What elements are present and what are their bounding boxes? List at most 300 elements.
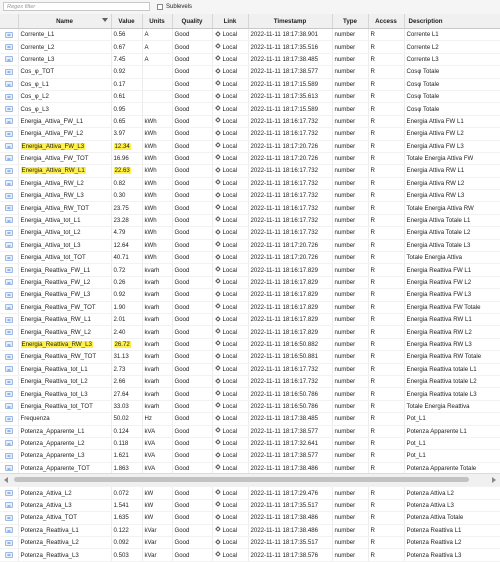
more-options-icon[interactable]: [5, 440, 13, 446]
description-text: Potenza Attiva L3: [406, 502, 454, 510]
name-text: Energia_Reattiva_tot_L1: [20, 365, 88, 373]
table-row[interactable]: [0, 264, 500, 276]
cell-link: [212, 487, 248, 499]
name-text: Potenza_Attiva_L2: [20, 489, 72, 497]
table-row[interactable]: [0, 289, 500, 301]
cell-description: [404, 313, 500, 325]
link-text: Local: [222, 142, 238, 150]
tag-icon: [215, 155, 221, 161]
more-options-icon[interactable]: [5, 242, 13, 248]
more-options-icon[interactable]: [5, 69, 13, 75]
timestamp-text: 2022-11-11 18:16:50.882: [250, 340, 319, 348]
name-text: Corrente_L1: [20, 31, 55, 39]
cell-access: [368, 264, 404, 276]
cell-description: [404, 289, 500, 301]
cell-quality: [172, 388, 212, 400]
value-text: 2.73: [113, 365, 126, 373]
table-row[interactable]: [0, 165, 500, 177]
value-text: 22.63: [114, 167, 130, 175]
description-text: Cosφ Totale: [406, 105, 440, 113]
quality-text: Good: [174, 167, 190, 175]
more-options-icon[interactable]: [5, 180, 13, 186]
table-row[interactable]: [0, 499, 500, 511]
more-options-icon[interactable]: [5, 255, 13, 261]
cell-type: [332, 450, 368, 462]
quality-text: Good: [174, 316, 190, 324]
table-row[interactable]: [0, 351, 500, 363]
quality-text: Good: [174, 192, 190, 200]
quality-text: Good: [174, 539, 190, 547]
access-text: R: [370, 526, 375, 534]
cell-timestamp: [248, 90, 332, 102]
units-text: kWh: [144, 142, 157, 150]
cell-access: [368, 289, 404, 301]
table-row[interactable]: [0, 537, 500, 549]
description-text: Pot_L1: [406, 415, 426, 423]
table-row[interactable]: [0, 252, 500, 264]
timestamp-text: 2022-11-11 18:17:38.485: [250, 415, 319, 423]
more-options-icon[interactable]: [5, 329, 13, 335]
more-options-icon[interactable]: [5, 391, 13, 397]
more-options-icon[interactable]: [5, 502, 13, 508]
more-options-icon[interactable]: [5, 341, 13, 347]
more-options-icon[interactable]: [5, 94, 13, 100]
regex-filter-box[interactable]: [3, 2, 150, 11]
tag-icon: [215, 43, 221, 49]
more-options-icon[interactable]: [5, 292, 13, 298]
type-text: number: [334, 526, 356, 534]
link-text: Local: [222, 539, 238, 547]
link-text: Local: [222, 526, 238, 534]
scroll-left-arrow-icon[interactable]: [4, 477, 8, 483]
description-text: Corrente L3: [406, 55, 439, 63]
cell-type: [332, 388, 368, 400]
quality-text: Good: [174, 452, 190, 460]
more-options-icon[interactable]: [5, 379, 13, 385]
cell-type: [332, 400, 368, 412]
timestamp-text: 2022-11-11 18:17:38.577: [250, 68, 319, 76]
header-quality[interactable]: Quality: [172, 14, 212, 29]
more-options-icon[interactable]: [5, 304, 13, 310]
description-text: Totale Energia Attiva: [406, 254, 463, 262]
tag-icon: [215, 316, 221, 322]
value-text: 0.61: [113, 93, 126, 101]
regex-filter-input[interactable]: [4, 4, 149, 11]
cell-description: [404, 140, 500, 152]
cell-units: [142, 512, 172, 524]
more-options-icon[interactable]: [5, 44, 13, 50]
cell-timestamp: [248, 375, 332, 387]
table-row[interactable]: [0, 375, 500, 387]
table-row[interactable]: [0, 437, 500, 449]
timestamp-text: 2022-11-11 18:16:17.829: [250, 303, 319, 311]
table-row[interactable]: [0, 103, 500, 115]
more-options-icon[interactable]: [5, 168, 13, 174]
timestamp-text: 2022-11-11 18:17:15.589: [250, 105, 319, 113]
table-row[interactable]: [0, 140, 500, 152]
table-row[interactable]: [0, 450, 500, 462]
tag-icon: [215, 204, 221, 210]
name-text: Cos_φ_L3: [20, 105, 49, 113]
header-link[interactable]: Link: [212, 14, 248, 29]
more-options-icon[interactable]: [5, 118, 13, 124]
cell-type: [332, 66, 368, 78]
cell-value: [111, 103, 142, 115]
name-text: Potenza_Apparente_TOT: [20, 464, 90, 472]
cell-description: [404, 252, 500, 264]
cell-name: [18, 239, 111, 251]
table-row[interactable]: [0, 301, 500, 313]
units-text: kvarh: [144, 340, 160, 348]
name-text: Potenza_Apparente_L1: [20, 427, 85, 435]
row-actions-cell: [0, 103, 18, 115]
cell-link: [212, 165, 248, 177]
more-options-icon[interactable]: [5, 131, 13, 137]
link-text: Local: [222, 167, 238, 175]
table-row[interactable]: [0, 227, 500, 239]
name-text: Energia_Reattiva_RW_L2: [20, 328, 91, 336]
more-options-icon[interactable]: [5, 416, 13, 422]
table-row[interactable]: [0, 363, 500, 375]
tag-icon: [215, 341, 221, 347]
table-row[interactable]: [0, 202, 500, 214]
cell-quality: [172, 400, 212, 412]
cell-access: [368, 239, 404, 251]
scroll-right-arrow-icon[interactable]: [492, 477, 496, 483]
cell-name: [18, 388, 111, 400]
table-row[interactable]: [0, 239, 500, 251]
row-actions-cell: [0, 326, 18, 338]
table-row[interactable]: [0, 152, 500, 164]
cell-type: [332, 338, 368, 350]
table-row[interactable]: [0, 425, 500, 437]
cell-link: [212, 524, 248, 536]
tag-icon: [215, 105, 221, 111]
more-options-icon[interactable]: [5, 106, 13, 112]
cell-units: [142, 152, 172, 164]
cell-description: [404, 90, 500, 102]
units-text: kWh: [144, 179, 157, 187]
name-text: Energia_Reattiva_RW_L3: [21, 340, 92, 348]
cell-link: [212, 252, 248, 264]
more-options-icon[interactable]: [5, 465, 13, 471]
table-row[interactable]: [0, 313, 500, 325]
link-text: Local: [222, 254, 238, 262]
more-options-icon[interactable]: [5, 428, 13, 434]
type-text: number: [334, 539, 356, 547]
more-options-icon[interactable]: [5, 155, 13, 161]
cell-name: [18, 425, 111, 437]
tag-icon: [215, 80, 221, 86]
cell-description: [404, 326, 500, 338]
horizontal-scrollbar[interactable]: [0, 473, 500, 486]
more-options-icon[interactable]: [5, 403, 13, 409]
quality-text: Good: [174, 489, 190, 497]
name-text: Energia_Attiva_tot_L3: [20, 241, 81, 249]
cell-link: [212, 400, 248, 412]
header-value[interactable]: Value: [111, 14, 142, 29]
tag-icon: [215, 390, 221, 396]
timestamp-text: 2022-11-11 18:16:17.732: [250, 130, 319, 138]
cell-access: [368, 252, 404, 264]
cell-link: [212, 313, 248, 325]
description-text: Energia Attiva Totale L1: [406, 217, 471, 225]
cell-quality: [172, 351, 212, 363]
more-options-icon[interactable]: [5, 81, 13, 87]
sublevels-checkbox[interactable]: [157, 4, 163, 10]
cell-timestamp: [248, 537, 332, 549]
cell-value: [111, 413, 142, 425]
link-text: Local: [222, 105, 238, 113]
cell-type: [332, 524, 368, 536]
timestamp-text: 2022-11-11 18:16:17.732: [250, 192, 319, 200]
description-text: Energia Attiva FW L1: [406, 117, 464, 125]
table-row[interactable]: [0, 524, 500, 536]
description-text: Energia Reattiva FW L2: [406, 279, 472, 286]
units-text: kVA: [144, 427, 156, 435]
table-row[interactable]: [0, 326, 500, 338]
cell-units: [142, 363, 172, 375]
timestamp-text: 2022-11-11 18:17:38.486: [250, 526, 319, 534]
cell-units: [142, 165, 172, 177]
cell-access: [368, 115, 404, 127]
cell-units: [142, 499, 172, 511]
more-options-icon[interactable]: [5, 230, 13, 236]
header-name[interactable]: [18, 14, 111, 29]
sublevels-label: Sublevels: [166, 4, 193, 10]
timestamp-text: 2022-11-11 18:16:17.829: [250, 266, 319, 274]
link-text: Local: [222, 93, 238, 101]
header-timestamp[interactable]: Timestamp: [248, 14, 332, 29]
cell-timestamp: [248, 549, 332, 561]
cell-quality: [172, 165, 212, 177]
name-text: Energia_Reattiva_RW_TOT: [20, 353, 97, 361]
cell-timestamp: [248, 103, 332, 115]
tag-icon: [215, 526, 221, 532]
cell-timestamp: [248, 524, 332, 536]
table-row[interactable]: [0, 276, 500, 288]
cell-timestamp: [248, 276, 332, 288]
value-text: 0.67: [113, 43, 126, 51]
table-row[interactable]: [0, 338, 500, 350]
table-row[interactable]: [0, 29, 500, 41]
table-row[interactable]: [0, 413, 500, 425]
description-text: Corrente L1: [406, 31, 439, 39]
cell-access: [368, 152, 404, 164]
type-text: number: [334, 328, 356, 336]
cell-access: [368, 351, 404, 363]
more-options-icon[interactable]: [5, 490, 13, 496]
row-actions-cell: [0, 128, 18, 140]
value-text: 40.71: [113, 254, 129, 262]
units-text: kWh: [144, 117, 157, 125]
name-text: Cos_φ_TOT: [20, 68, 55, 76]
cell-quality: [172, 276, 212, 288]
name-text: Potenza_Apparente_L3: [20, 452, 85, 460]
cell-quality: [172, 338, 212, 350]
more-options-icon[interactable]: [5, 32, 13, 38]
more-options-icon[interactable]: [5, 366, 13, 372]
cell-quality: [172, 450, 212, 462]
link-text: Local: [222, 464, 238, 472]
table-row[interactable]: [0, 128, 500, 140]
quality-text: Good: [174, 93, 190, 101]
units-text: Hz: [144, 415, 152, 423]
cell-quality: [172, 115, 212, 127]
tag-icon: [215, 328, 221, 334]
tag-icon: [215, 31, 221, 37]
access-text: R: [370, 105, 375, 113]
name-text: Energia_Attiva_tot_L1: [20, 217, 81, 225]
value-text: 0.56: [113, 31, 126, 39]
cell-type: [332, 537, 368, 549]
quality-text: Good: [174, 266, 190, 274]
cell-type: [332, 239, 368, 251]
type-text: number: [334, 167, 356, 175]
more-options-icon[interactable]: [5, 267, 13, 273]
cell-link: [212, 202, 248, 214]
units-text: kWh: [144, 254, 157, 262]
cell-type: [332, 326, 368, 338]
table-row[interactable]: [0, 90, 500, 102]
cell-description: [404, 524, 500, 536]
header-type[interactable]: Type: [332, 14, 368, 29]
more-options-icon[interactable]: [5, 552, 13, 558]
link-text: Local: [222, 415, 238, 423]
type-text: number: [334, 68, 356, 76]
table-row[interactable]: [0, 190, 500, 202]
cell-link: [212, 177, 248, 189]
table-row[interactable]: [0, 512, 500, 524]
row-actions-cell: [0, 289, 18, 301]
table-row[interactable]: [0, 115, 500, 127]
table-row[interactable]: [0, 41, 500, 53]
description-text: Potenza Attiva Totale: [406, 514, 464, 522]
more-options-icon[interactable]: [5, 193, 13, 199]
quality-text: Good: [174, 142, 190, 150]
access-text: R: [370, 402, 375, 410]
timestamp-text: 2022-11-11 18:16:17.732: [250, 229, 319, 237]
more-options-icon[interactable]: [5, 453, 13, 459]
row-actions-cell: [0, 41, 18, 53]
sublevels-toggle[interactable]: [157, 2, 192, 12]
quality-text: Good: [174, 43, 190, 51]
table-row[interactable]: [0, 388, 500, 400]
quality-text: Good: [174, 303, 190, 311]
cell-quality: [172, 190, 212, 202]
tag-icon: [215, 254, 221, 260]
cell-units: [142, 351, 172, 363]
cell-quality: [172, 264, 212, 276]
timestamp-text: 2022-11-11 18:16:17.732: [250, 378, 319, 386]
sort-descending-icon: [102, 18, 108, 22]
type-text: number: [334, 378, 356, 386]
timestamp-text: 2022-11-11 18:17:35.517: [250, 502, 319, 510]
type-text: number: [334, 514, 356, 522]
units-text: kvarh: [144, 279, 160, 286]
table-row[interactable]: [0, 177, 500, 189]
units-text: kW: [144, 514, 154, 522]
cell-name: [18, 301, 111, 313]
link-text: Local: [222, 55, 238, 63]
cell-name: [18, 338, 111, 350]
table-row[interactable]: [0, 66, 500, 78]
value-text: 27.64: [113, 390, 129, 398]
cell-units: [142, 78, 172, 90]
table-row[interactable]: [0, 487, 500, 499]
cell-value: [111, 524, 142, 536]
cell-units: [142, 549, 172, 561]
link-text: Local: [222, 217, 238, 225]
type-text: number: [334, 402, 356, 410]
access-text: R: [370, 427, 375, 435]
units-text: kWh: [144, 229, 157, 237]
more-options-icon[interactable]: [5, 317, 13, 323]
cell-quality: [172, 252, 212, 264]
cell-description: [404, 276, 500, 288]
cell-name: [18, 128, 111, 140]
more-options-icon[interactable]: [5, 527, 13, 533]
cell-units: [142, 400, 172, 412]
cell-units: [142, 177, 172, 189]
more-options-icon[interactable]: [5, 217, 13, 223]
header-units[interactable]: Units: [142, 14, 172, 29]
cell-link: [212, 276, 248, 288]
value-text: 12.64: [113, 241, 129, 249]
more-options-icon[interactable]: [5, 205, 13, 211]
more-options-icon[interactable]: [5, 515, 13, 521]
more-options-icon[interactable]: [5, 540, 13, 546]
access-text: R: [370, 117, 375, 125]
table-row[interactable]: [0, 53, 500, 65]
table-row[interactable]: [0, 549, 500, 561]
cell-quality: [172, 202, 212, 214]
header-access[interactable]: Access: [368, 14, 404, 29]
cell-type: [332, 90, 368, 102]
cell-value: [111, 53, 142, 65]
access-text: R: [370, 229, 375, 237]
more-options-icon[interactable]: [5, 143, 13, 149]
cell-value: [111, 41, 142, 53]
timestamp-text: 2022-11-11 18:17:15.589: [250, 80, 319, 88]
timestamp-text: 2022-11-11 18:17:38.901: [250, 31, 319, 39]
cell-description: [404, 512, 500, 524]
cell-value: [111, 301, 142, 313]
cell-link: [212, 90, 248, 102]
more-options-icon[interactable]: [5, 279, 13, 285]
table-row[interactable]: [0, 78, 500, 90]
link-text: Local: [222, 502, 238, 510]
header-description[interactable]: Description: [404, 14, 500, 29]
timestamp-text: 2022-11-11 18:17:35.516: [250, 43, 319, 51]
table-row[interactable]: [0, 214, 500, 226]
row-actions-cell: [0, 375, 18, 387]
cell-timestamp: [248, 202, 332, 214]
toolbar: [0, 0, 500, 15]
more-options-icon[interactable]: [5, 354, 13, 360]
more-options-icon[interactable]: [5, 56, 13, 62]
cell-description: [404, 115, 500, 127]
table-row[interactable]: [0, 400, 500, 412]
row-actions-cell: [0, 499, 18, 511]
scrollbar-thumb[interactable]: [14, 477, 469, 482]
link-text: Local: [222, 340, 238, 348]
timestamp-text: 2022-11-11 18:17:20.726: [250, 142, 319, 150]
access-text: R: [370, 279, 375, 286]
row-actions-cell: [0, 537, 18, 549]
cell-timestamp: [248, 177, 332, 189]
cell-access: [368, 177, 404, 189]
